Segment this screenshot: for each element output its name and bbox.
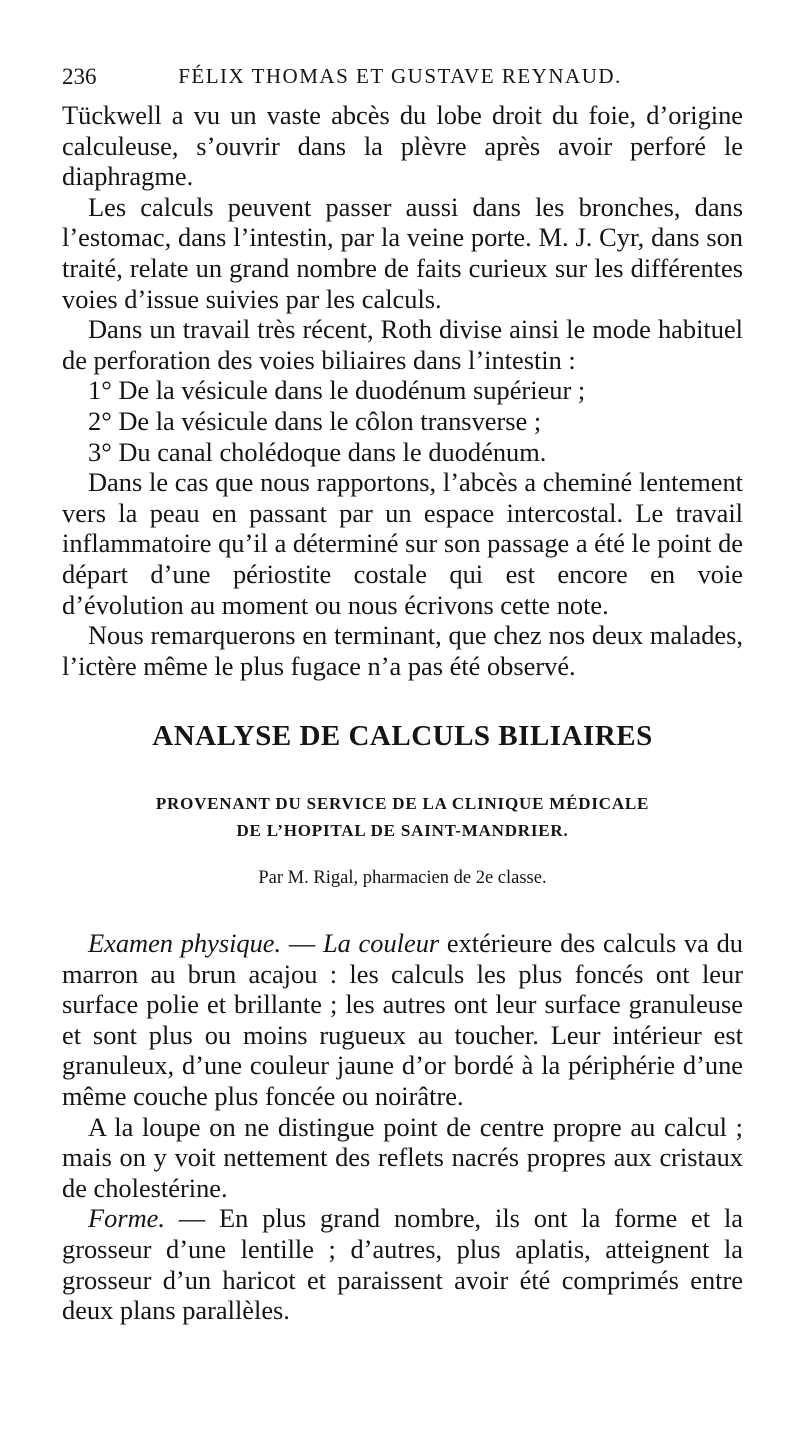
paragraph	[62, 1203, 743, 1325]
analysis-text	[62, 928, 743, 1326]
paragraph: Nous remarquerons en terminant, que chez nos deux malades, l’ictère même le plus fugace n’a pas été observé.	[62, 620, 743, 681]
paragraph-text: — En plus grand nombre, ils ont la forme et la grosseur d’une lentille ; d’autres, plus aplatis, atteignent la grosseur d’un haricot et paraissent avoir été comprimés entre deux plans parallèles.	[62, 1203, 743, 1326]
paragraph: Dans un travail très récent, Roth divise ainsi le mode habituel de perforation des voies biliaires dans l’intestin :	[62, 314, 743, 375]
byline: Par M. Rigal, pharmacien de 2e classe.	[258, 868, 547, 888]
italic-lead: Forme.	[88, 1203, 165, 1234]
section-title: ANALYSE DE CALCULS BILIAIRES	[152, 720, 653, 752]
list-item: 3° Du canal cholédoque dans le duodénum.	[88, 436, 547, 467]
paragraph: A la loupe on ne distingue point de centre propre au calcul ; mais on y voit nettement des reflets nacrés propres aux cristaux de cholestérine.	[62, 1111, 743, 1203]
running-head	[62, 64, 738, 94]
section-subtitle: PROVENANT DU SERVICE DE LA CLINIQUE MÉDICALE	[155, 794, 650, 813]
dash: —	[281, 928, 323, 958]
list-item: 2° De la vésicule dans le côlon transverse ;	[88, 405, 542, 436]
page-number: 236	[62, 64, 97, 89]
italic-lead: Examen physique.	[88, 928, 282, 958]
intro-text	[62, 100, 743, 681]
paragraph-text: extérieure des calculs va du marron au brun acajou : les calculs les plus foncés ont leur surface polie et brillante ; les autres ont leur surface granuleuse et sont plus ou moins rugueux au toucher. Leur intérieur est granuleux, d’une couleur jaune d’or bordé à la périphérie d’une même couche plus foncée ou noirâtre.	[62, 928, 743, 1111]
running-title: FÉLIX THOMAS ET GUSTAVE REYNAUD.	[178, 64, 622, 88]
list-item: 1° De la vésicule dans le duodénum supérieur ;	[88, 375, 586, 406]
paragraph	[62, 928, 743, 1112]
section-subtitle: DE L’HOPITAL DE SAINT-MANDRIER.	[236, 821, 569, 840]
paragraph: Les calculs peuvent passer aussi dans les bronches, dans l’estomac, dans l’intestin, par la veine porte. M. J. Cyr, dans son traité, relate un grand nombre de faits curieux sur les différentes voies d’issue suivies par les calculs.	[62, 191, 743, 314]
paragraph: Dans le cas que nous rapportons, l’abcès a cheminé lentement vers la peau en passant par un espace intercostal. Le travail inflammatoire qu’il a déterminé sur son passage a été le point de départ d’une périostite costale qui est encore en voie d’évolution au moment ou nous écrivons cette note.	[62, 467, 743, 620]
italic-lead: La couleur	[322, 928, 440, 958]
paragraph: Tückwell a vu un vaste abcès du lobe droit du foie, d’origine calculeuse, s’ouvrir dans la plèvre après avoir perforé le diaphragme.	[62, 100, 743, 192]
